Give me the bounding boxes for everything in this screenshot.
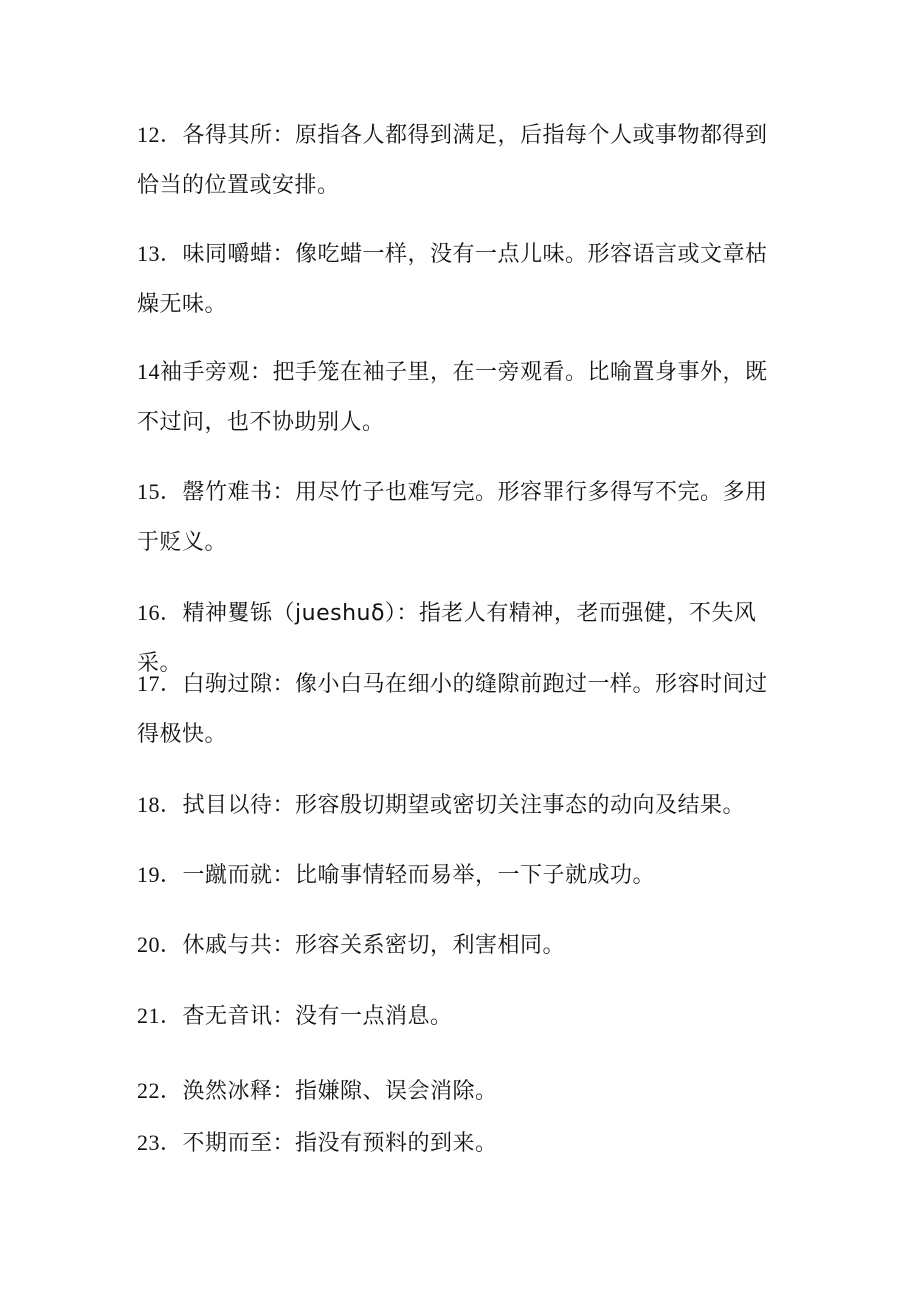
entry-text: 一蹴而就：比喻事情轻而易举，一下子就成功。: [182, 863, 656, 888]
entry-separator: ．: [160, 479, 183, 504]
entry-18: [137, 780, 787, 831]
entry-separator: ．: [160, 1130, 183, 1155]
entry-separator: ．: [160, 1078, 183, 1103]
entry-21: [137, 991, 787, 1042]
entry-text: 杳无音讯：没有一点消息。: [182, 1004, 453, 1029]
entry-separator: ．: [160, 932, 183, 957]
entry-number: 22: [137, 1078, 160, 1103]
entry-23: [137, 1118, 787, 1169]
entry-text: 涣然冰释：指嫌隙、误会消除。: [182, 1079, 498, 1104]
entry-17: [137, 659, 787, 760]
entry-number: 17: [137, 671, 160, 696]
entry-text: 休戚与共：形容关系密切，利害相同。: [182, 933, 566, 958]
entry-text: 袖手旁观：把手笼在袖子里，在一旁观看。比喻置身事外，既不过问，也不协助别人。: [137, 360, 768, 435]
entry-number: 23: [137, 1130, 160, 1155]
entry-separator: ．: [160, 241, 183, 266]
entry-number: 18: [137, 792, 160, 817]
entry-separator: ．: [160, 671, 183, 696]
entry-number: 12: [137, 122, 160, 147]
entry-12: [137, 110, 787, 211]
entry-number: 15: [137, 479, 160, 504]
entry-14: [137, 347, 787, 448]
entry-text: 精神矍铄（jueshuδ）：指老人有精神，老而强健，不失风采。: [137, 601, 757, 676]
entry-number: 19: [137, 862, 160, 887]
entry-separator: ．: [160, 600, 183, 625]
entry-number: 16: [137, 600, 160, 625]
entry-15: [137, 467, 787, 568]
entry-22: [137, 1066, 787, 1117]
entry-text: 拭目以待：形容殷切期望或密切关注事态的动向及结果。: [182, 793, 746, 818]
entry-19: [137, 850, 787, 901]
entry-text: 各得其所：原指各人都得到满足，后指每个人或事物都得到恰当的位置或安排。: [137, 123, 768, 198]
entry-text: 不期而至：指没有预料的到来。: [182, 1131, 498, 1156]
entry-separator: ．: [160, 862, 183, 887]
entry-text: 白驹过隙：像小白马在细小的缝隙前跑过一样。形容时间过得极快。: [137, 672, 768, 747]
entry-text: 罄竹难书：用尽竹子也难写完。形容罪行多得写不完。多用于贬义。: [137, 480, 768, 555]
entry-20: [137, 920, 787, 971]
entry-number: 14: [137, 359, 160, 384]
entry-separator: ．: [160, 122, 183, 147]
entry-separator: ．: [160, 792, 183, 817]
entry-number: 20: [137, 932, 160, 957]
entry-number: 21: [137, 1003, 160, 1028]
entry-text: 味同嚼蜡：像吃蜡一样，没有一点儿味。形容语言或文章枯燥无味。: [137, 242, 768, 317]
entry-separator: ．: [160, 1003, 183, 1028]
entry-13: [137, 229, 787, 330]
entry-number: 13: [137, 241, 160, 266]
